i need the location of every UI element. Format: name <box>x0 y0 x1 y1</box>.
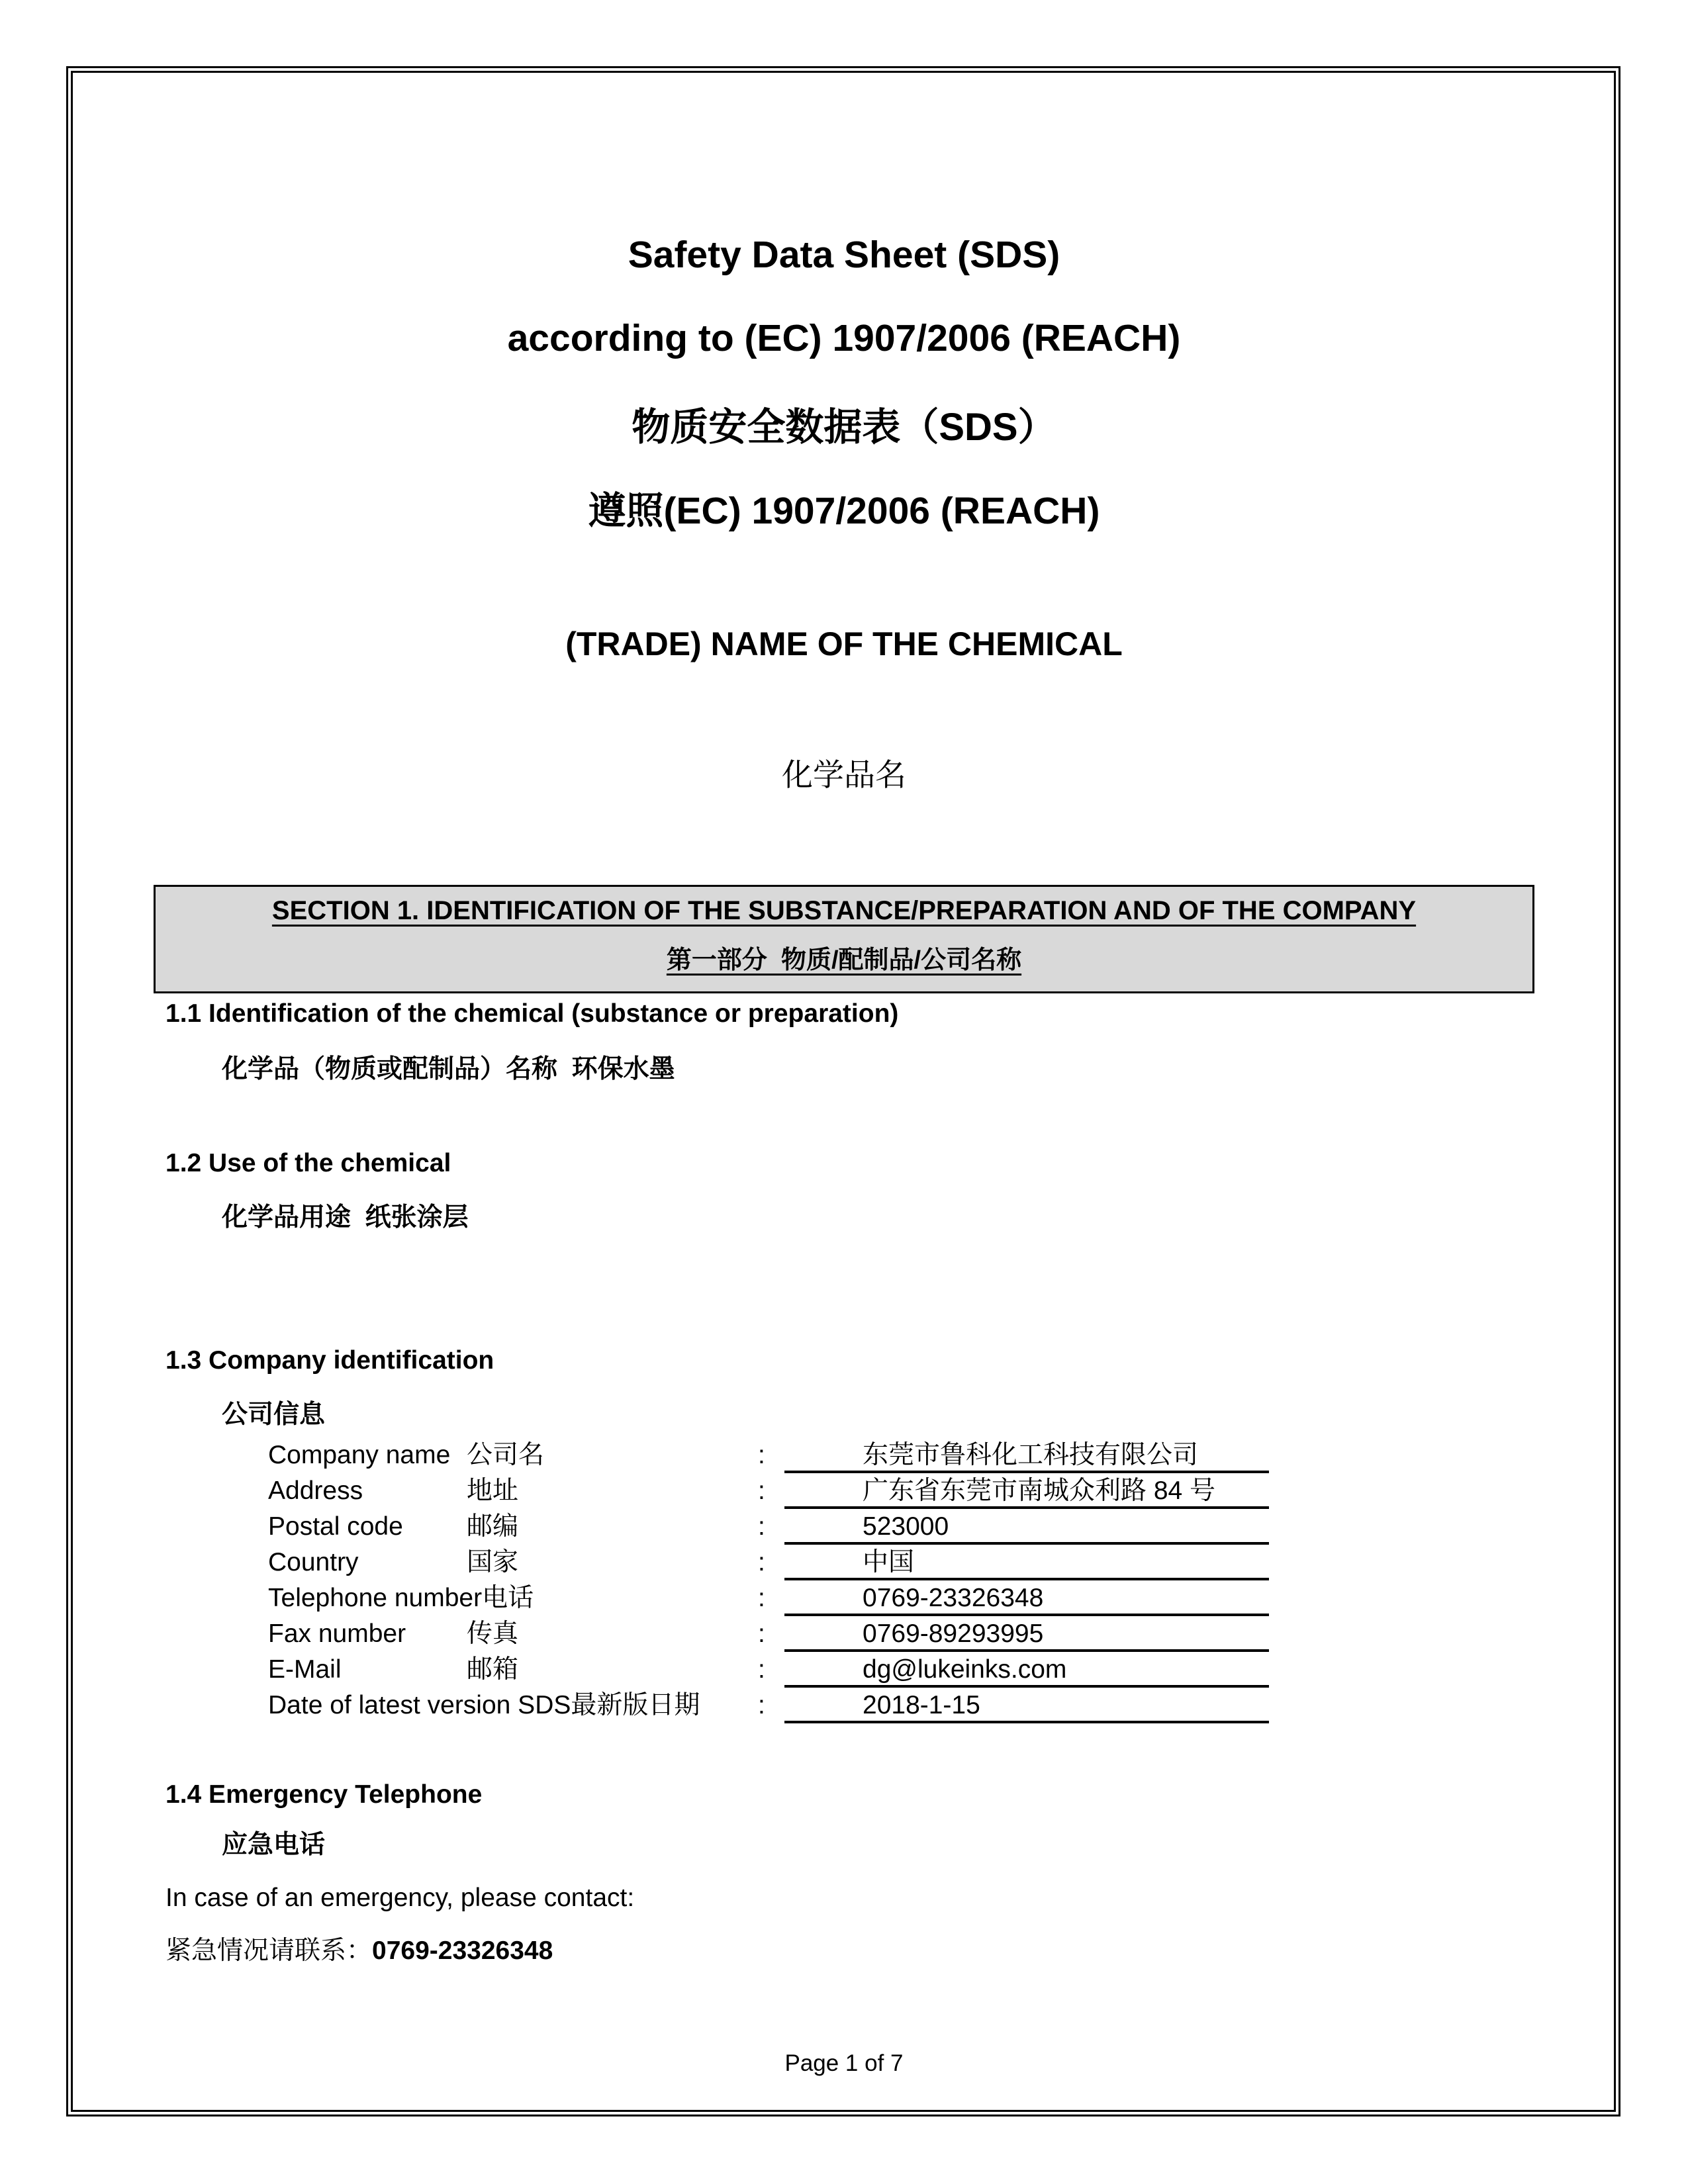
row-label-cn: 最新版日期 <box>571 1691 700 1719</box>
row-value: 523000 <box>784 1509 1269 1545</box>
row-label-en: Fax number <box>268 1619 406 1648</box>
row-label-cn: 传真 <box>467 1619 519 1648</box>
emergency-contact-line-cn <box>165 1930 553 1967</box>
heading-1-1: 1.1 Identification of the chemical (substance or preparation) <box>165 999 899 1028</box>
row-colon: : <box>758 1691 765 1719</box>
section-1-header-box <box>154 885 1534 993</box>
table-row-sds-date <box>268 1688 1269 1723</box>
row-label <box>268 1652 758 1688</box>
row-label <box>268 1688 758 1723</box>
row-colon: : <box>758 1655 765 1684</box>
trade-name-heading-cn: 化学品名 <box>782 758 906 793</box>
row-label <box>268 1437 758 1473</box>
doc-title-line-4-cn: 遵照(EC) 1907/2006 (REACH) <box>588 490 1100 532</box>
row-label-en: Date of latest version SDS <box>268 1691 571 1719</box>
table-row-email <box>268 1652 1269 1688</box>
row-value: 广东省东莞市南城众利路 84 号 <box>784 1473 1269 1509</box>
section-1-header-en: SECTION 1. IDENTIFICATION OF THE SUBSTANCE/PREPARATION AND OF THE COMPANY <box>271 896 1417 925</box>
row-label <box>268 1580 758 1616</box>
row-label-cn: 电话 <box>482 1584 534 1612</box>
row-colon: : <box>758 1548 765 1576</box>
row-label-cn: 邮编 <box>467 1512 519 1541</box>
row-label-cn: 国家 <box>467 1548 519 1576</box>
table-row-address <box>268 1473 1269 1509</box>
row-label-en: Address <box>268 1477 363 1505</box>
row-label-en: Company name <box>268 1441 451 1469</box>
row-colon: : <box>758 1619 765 1648</box>
doc-title-line-2: according to (EC) 1907/2006 (REACH) <box>507 317 1181 359</box>
row-colon: : <box>758 1512 765 1541</box>
heading-1-3-cn: 公司信息 <box>222 1400 326 1429</box>
row-value: 0769-89293995 <box>784 1616 1269 1652</box>
row-label-cn: 邮箱 <box>467 1655 519 1684</box>
table-row-telephone <box>268 1580 1269 1616</box>
heading-1-4: 1.4 Emergency Telephone <box>165 1780 483 1809</box>
row-label <box>268 1545 758 1580</box>
section-1-header-cn: 第一部分 物质/配制品/公司名称 <box>666 946 1022 974</box>
row-value: dg@lukeinks.com <box>784 1652 1269 1688</box>
row-value: 0769-23326348 <box>784 1580 1269 1616</box>
heading-1-1-cn: 化学品（物质或配制品）名称 环保水墨 <box>222 1055 675 1083</box>
heading-1-2: 1.2 Use of the chemical <box>165 1149 451 1177</box>
row-colon: : <box>758 1441 765 1469</box>
doc-title-line-3-cn: 物质安全数据表（SDS） <box>632 406 1056 449</box>
emergency-phone-number: 0769-23326348 <box>372 1936 553 1965</box>
row-value: 中国 <box>784 1545 1269 1580</box>
page-number-footer: Page 1 of 7 <box>784 2050 904 2076</box>
row-label-en: Country <box>268 1548 359 1576</box>
doc-title-line-1: Safety Data Sheet (SDS) <box>628 234 1060 276</box>
row-colon: : <box>758 1584 765 1612</box>
row-label-en: Telephone number <box>268 1584 483 1612</box>
table-row-postal-code <box>268 1509 1269 1545</box>
heading-1-2-cn: 化学品用途 纸张涂层 <box>222 1203 469 1232</box>
company-info-table <box>268 1437 1269 1723</box>
table-row-country <box>268 1545 1269 1580</box>
row-colon: : <box>758 1477 765 1505</box>
row-label <box>268 1473 758 1509</box>
row-value: 2018-1-15 <box>784 1688 1269 1723</box>
table-row-company-name <box>268 1437 1269 1473</box>
row-label-cn: 地址 <box>467 1477 519 1505</box>
row-label <box>268 1509 758 1545</box>
emergency-contact-line-en: In case of an emergency, please contact: <box>165 1884 635 1912</box>
row-label-en: E-Mail <box>268 1655 342 1684</box>
heading-1-4-cn: 应急电话 <box>222 1831 326 1859</box>
table-row-fax <box>268 1616 1269 1652</box>
row-label-en: Postal code <box>268 1512 403 1541</box>
row-value: 东莞市鲁科化工科技有限公司 <box>784 1437 1269 1473</box>
row-label-cn: 公司名 <box>467 1441 545 1469</box>
heading-1-3: 1.3 Company identification <box>165 1346 494 1375</box>
emergency-contact-label-cn: 紧急情况请联系： <box>165 1936 373 1965</box>
row-label <box>268 1616 758 1652</box>
trade-name-heading: (TRADE) NAME OF THE CHEMICAL <box>565 625 1123 662</box>
